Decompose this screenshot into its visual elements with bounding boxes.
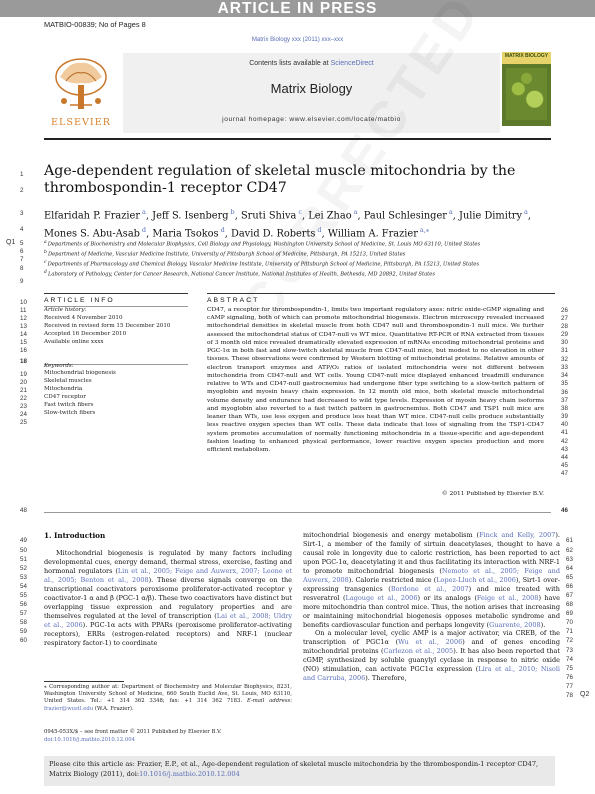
line-number: 7 <box>20 256 24 263</box>
issn-line: 0945-053X/$ – see front matter © 2011 Published by Elsevier B.V. <box>44 729 222 735</box>
line-number: 20 <box>20 379 27 386</box>
line-number: 40 <box>561 421 568 428</box>
affiliation-mark[interactable]: d <box>141 226 147 235</box>
line-number: 67 <box>566 592 573 599</box>
abstract-text: CD47, a receptor for thrombospondin-1, limits two important regulatory axes: nitric oxide-cGMP signaling and cAMP signaling, both of which can promote mitochondrial biogenesis. Electron microscopy revealed increased mitochondrial densities in skeletal muscle from both CD47 null and thrombospondin-1 null mice. We further assessed the mitochondrial status of CD47-null vs WT mice. Quantitative RT-PCR of RNA extracted from tissues of 3 month old mice revealed dramatically elevated expression of mRNAs encoding mitochondrial proteins and PGC-1α in both fast and slow-twitch skeletal muscle from CD47-null mice, but modest to no elevation in other tissues. These observations were confirmed by Western blotting of mitochondrial proteins. Relative amounts of electron transport enzymes and ATP/O₂ ratios of isolated mitochondria were not different between mitochondria from CD47-null and WT cells. Young CD47-null mice displayed enhanced treadmill endurance relative to WTs and CD47-null gastrocnemius had undergone fiber type switching to a slow-twitch pattern of myoglobin and myosin heavy chain expression. In 12 month old mice, both skeletal muscle mitochondrial volume density and endurance had decreased to wild type levels. Expression of myosin heavy chain isoforms and myoglobin also reverted to a fast twitch pattern in gastrocnemius. Both CD47 and TSP1 null mice are leaner than WTs, use less oxygen and produce less heat than WT mice. CD47-null cells produce substantially less reactive oxygen species than WT cells. These data indicate that loss of signaling from the TSP1-CD47 system promotes accumulation of normally functioning mitochondria in a tissue-specific and age-dependent fashion leading to enhanced physical performance, lower reactive oxygen species production and more efficient metabolism. <box>207 306 545 453</box>
line-number: 29 <box>561 331 568 338</box>
line-number: 38 <box>561 405 568 412</box>
body-text: ) have more mitochondria than control mice. Thus, the notion arises that increasing or maintaining mitochondrial biogenesis opposes metabolic syndrome and benefits cardiovascular function and perhaps longevity ( <box>303 593 561 629</box>
body-paragraph <box>303 629 560 683</box>
line-number: 58 <box>20 619 27 626</box>
abstract-heading: ABSTRACT <box>207 297 260 304</box>
line-number: 62 <box>566 547 573 554</box>
line-number: 21 <box>20 387 27 394</box>
keyword: Mitochondria <box>44 386 83 393</box>
line-number: 55 <box>20 592 27 599</box>
body-text: mitochondrial biogenesis and energy metabolism ( <box>303 531 480 539</box>
line-number: 30 <box>561 339 568 346</box>
affiliation-mark[interactable]: d <box>220 226 225 235</box>
sciencedirect-link[interactable]: ScienceDirect <box>330 60 374 67</box>
line-number: 61 <box>566 537 573 544</box>
author-name[interactable]: Julie Dimitry <box>459 210 523 222</box>
homepage-prefix: journal homepage: <box>222 116 290 123</box>
line-number: 48 <box>20 507 27 514</box>
query-marker[interactable]: Q2 <box>580 691 590 698</box>
line-number: 75 <box>566 665 573 672</box>
manuscript-id: MATBIO-00839; No of Pages 8 <box>44 20 146 29</box>
line-number: 50 <box>20 547 27 554</box>
line-number: 32 <box>561 356 568 363</box>
line-number: 3 <box>20 210 24 217</box>
affiliation-text: Departments of Biochemistry and Molecular Biophysics, Cell Biology and Physiology, Washington University School of Medicine, St. Louis MO 63110, United States <box>47 241 481 248</box>
article-title: Age-dependent regulation of skeletal muscle mitochondria by the thrombospondin-1 receptor CD47 <box>44 163 516 196</box>
affiliation <box>44 239 554 249</box>
elsevier-logo[interactable] <box>44 51 118 131</box>
line-number: 1 <box>20 171 24 178</box>
line-number: 57 <box>20 610 27 617</box>
affiliation-mark: a <box>44 240 47 245</box>
affiliation-mark[interactable]: a <box>353 208 358 216</box>
keyword: CD47 receptor <box>44 394 86 401</box>
citation-link[interactable]: Carlezon et al., 2005 <box>383 647 454 656</box>
affiliation <box>44 269 554 279</box>
article-info <box>44 307 184 418</box>
footnote-rule <box>44 681 124 682</box>
line-number: 16 <box>20 347 27 354</box>
line-number: 8 <box>20 265 24 272</box>
body-text: ). These diverse signals converge on the transcriptional coactivators peroxisome proliferator-activated receptor γ coactivator-1 α and β (PGC-1 α/β). These two coactivators have distinct but overlapping tissue expression and regulatory properties and are themselves regulated at the level of transcription ( <box>44 575 292 620</box>
line-number: 76 <box>566 674 573 681</box>
body-text: ). PGC-1α acts with PPARs (peroxisome proliferator-activating receptors), ERRs (estrogen-related receptors) and NRF-1 (nuclear respiratory factor-1) to coordinate <box>44 620 292 647</box>
line-number: 6 <box>20 248 24 255</box>
affiliation-text: Department of Medicine, Vascular Medicine Institute, University of Pittsburgh School of Medicine, Pittsburgh, PA 15213, United States <box>47 251 406 258</box>
affiliation <box>44 249 554 259</box>
line-number: 77 <box>566 683 573 690</box>
line-number: 18 <box>20 358 27 365</box>
line-number: 69 <box>566 610 573 617</box>
line-number: 53 <box>20 574 27 581</box>
affiliation-mark[interactable]: a <box>523 208 528 216</box>
body-text: ) and of genes encoding mitochondrial proteins ( <box>303 638 560 656</box>
author-name[interactable]: David D. Roberts <box>230 228 316 240</box>
line-number: 66 <box>566 583 573 590</box>
line-number: 11 <box>20 307 27 314</box>
affiliation-mark: c <box>44 260 47 266</box>
citation-link[interactable]: Bordone et al., 2007 <box>390 584 469 593</box>
issn-doi <box>44 729 304 744</box>
body-text: ), Sirt-1 over-expressing transgenics ( <box>303 575 560 593</box>
affiliation <box>44 259 554 269</box>
line-number: 73 <box>566 647 573 654</box>
citation-link[interactable]: Guarente, 2008 <box>489 620 541 629</box>
body-paragraph <box>303 531 560 629</box>
line-number: 64 <box>566 565 573 572</box>
line-number: 33 <box>561 364 568 371</box>
line-number: 68 <box>566 601 573 608</box>
history-item: Received in revised form 15 December 2010 <box>44 322 171 329</box>
doi-link[interactable]: doi:10.1016/j.matbio.2010.12.004 <box>44 736 135 743</box>
line-number: 34 <box>561 372 568 379</box>
keyword: Mitochondrial biogenesis <box>44 370 116 377</box>
line-number: 10 <box>20 299 27 306</box>
keywords-label: Keywords: <box>44 362 74 369</box>
journal-ref-link[interactable]: Matrix Biology xxx (2011) xxx–xxx <box>251 36 344 43</box>
line-number: 52 <box>20 565 27 572</box>
line-number: 54 <box>20 583 27 590</box>
email-link[interactable]: frazier@wustl.edu <box>44 705 94 712</box>
line-number: 70 <box>566 619 573 626</box>
header-rule <box>44 138 551 140</box>
line-number: 49 <box>20 537 27 544</box>
elsevier-wordmark: ELSEVIER <box>51 117 111 128</box>
affiliation-text: Departments of Pharmacology and Chemical Biology, Vascular Medicine Institute, University of Pittsburgh School of Medicine, Pittsburgh, PA 15213, United States <box>47 261 480 268</box>
line-number: 43 <box>561 446 568 453</box>
affiliation-mark[interactable]: b <box>230 208 235 216</box>
cover-title: MATRIX BIOLOGY <box>504 53 549 59</box>
line-number: 63 <box>566 556 573 563</box>
line-number: 42 <box>561 438 568 445</box>
body-text: ). Therefore, <box>365 674 407 683</box>
line-number: 56 <box>20 601 27 608</box>
history-label: Article history: <box>44 307 87 313</box>
line-number: 60 <box>20 637 27 644</box>
line-number: 5 <box>20 240 24 247</box>
article-info-rule <box>44 293 188 294</box>
line-number: 9 <box>20 278 24 285</box>
affiliation-mark[interactable]: a <box>448 208 453 216</box>
affiliation-mark: d <box>44 270 47 276</box>
body-text: ). It has also been reported that cGMP, synthesized by soluble guanylyl cyclase in response to nitric oxide (NO) stimulation, can activate PGC1α expression ( <box>303 647 560 674</box>
line-number: 41 <box>561 429 568 436</box>
line-number: 26 <box>561 307 568 314</box>
line-number: 19 <box>20 371 27 378</box>
line-number: 14 <box>20 331 27 338</box>
history-item: Received 4 November 2010 <box>44 314 123 321</box>
keyword: Slow-twitch fibers <box>44 409 96 416</box>
author-list: Elfaridah P. Frazier $^a$, Jeff S. Isenberg $^b$, Sruti Shiva $^c$, Lei Zhao $^a$, Paul Schlesinger $^a$, Julie Dimitry $^a$, Mones S. Abu-Asab $^d$, Maria Tsokos $^d$, David D. Roberts $^d$, William A. Frazier $^{a,⁎}$ <box>44 208 531 240</box>
body-right-column <box>303 531 560 683</box>
line-number: 2 <box>20 187 24 194</box>
body-paragraph <box>44 549 292 647</box>
keyword: Fast twitch fibers <box>44 402 94 409</box>
line-number: 46 <box>561 507 568 514</box>
contents-prefix: Contents lists available at <box>249 60 331 67</box>
line-number: 59 <box>20 628 27 635</box>
footnote-text: ⁎ Corresponding author at: Department of Biochemistry and Molecular Biophysics, 8231, Washington University School of Medicine, 660 South Euclid Ave, St. Louis, MO 63110, United States. Tel.: +1 314 362 3348; fax: +1 314 362 7183. <box>44 684 292 705</box>
citation-doi-link[interactable]: 10.1016/j.matbio.2010.12.004 <box>139 769 240 778</box>
citation-box <box>44 756 555 786</box>
author-name[interactable]: Elfaridah P. Frazier <box>44 210 141 222</box>
body-text: Mitochondrial biogenesis is regulated by many factors including developmental cues, energy demand, thermal stress, exercise, fasting and hormonal regulators ( <box>44 549 292 575</box>
citation-link[interactable]: Lin et al., 2005; Feige and Auwerx, 2007; Leone et al., 2005; Benton et al., 2008 <box>44 566 292 584</box>
author-name[interactable]: Mones S. Abu-Asab <box>44 228 140 240</box>
affiliation-mark[interactable]: c <box>298 208 302 216</box>
abstract-rule <box>207 293 555 294</box>
citation-link[interactable]: Lagouge et al., 2006 <box>345 593 418 602</box>
article-info-heading: ARTICLE INFO <box>44 297 115 304</box>
body-left-column <box>44 549 292 647</box>
author-name[interactable]: Sruti Shiva <box>240 210 297 222</box>
corresponding-author-note <box>44 684 292 713</box>
line-number: 78 <box>566 692 573 699</box>
author-name[interactable]: Jeff S. Isenberg <box>152 210 229 222</box>
journal-title: Matrix Biology <box>270 81 353 96</box>
line-number: 31 <box>561 347 568 354</box>
history-item: Available online xxxx <box>44 338 104 345</box>
journal-cover-image <box>502 52 551 126</box>
citation-link[interactable]: Lai et al., 2008; Uldry et al., 2006 <box>44 611 293 629</box>
homepage-line <box>123 116 500 123</box>
query-marker[interactable]: Q1 <box>6 239 16 246</box>
line-number: 65 <box>566 574 573 581</box>
citation-text: Please cite this article as: Frazier, E.P., et al., Age-dependent regulation of skeletal muscle mitochondria by the thrombospondin-1 receptor CD47, Matrix Biology (2011), doi: <box>49 760 539 778</box>
line-number: 45 <box>561 462 568 469</box>
citation-link[interactable]: Wu et al., 2006 <box>398 638 463 647</box>
citation-link[interactable]: Feige et al., 2008 <box>476 593 539 602</box>
line-number: 36 <box>561 389 568 396</box>
author-name[interactable]: Lei Zhao <box>308 210 352 222</box>
line-number: 44 <box>561 454 568 461</box>
journal-homepage-link[interactable]: www.elsevier.com/locate/matbio <box>289 116 401 123</box>
line-number: 71 <box>566 628 573 635</box>
line-number: 27 <box>561 315 568 322</box>
line-number: 24 <box>20 411 27 418</box>
email-label: E-mail address: <box>246 698 292 705</box>
affiliation-mark[interactable]: a <box>142 208 146 216</box>
line-number: 12 <box>20 315 27 322</box>
line-number: 23 <box>20 403 27 410</box>
line-number: 28 <box>561 323 568 330</box>
line-number: 39 <box>561 413 568 420</box>
line-number: 51 <box>20 556 27 563</box>
affiliation-list <box>44 239 554 279</box>
spacer <box>44 347 184 363</box>
banner-text: ARTICLE IN PRESS <box>217 0 378 17</box>
history-item: Accepted 16 December 2010 <box>44 330 127 337</box>
line-number: 72 <box>566 637 573 644</box>
affiliation-mark[interactable]: d <box>317 226 322 235</box>
cover-micrograph <box>506 68 547 120</box>
keyword: Skeletal muscles <box>44 378 92 385</box>
citation-link[interactable]: Nemoto et al., 2005; Feige and Auwerx, 2008 <box>303 566 560 584</box>
citation-link[interactable]: Lopez-Lluch et al., 2006 <box>436 575 516 584</box>
body-text: ). <box>540 620 546 629</box>
line-number: 4 <box>20 226 24 233</box>
author-name[interactable]: Maria Tsokos <box>152 228 219 240</box>
citation-link[interactable]: Lira et al., 2010; Nisoli and Carruba, 2006 <box>303 665 561 683</box>
affiliation-text: Laboratory of Pathology, Center for Cancer Research, National Cancer Institute, National Institutes of Health, Bethesda, MD 20892, United States <box>47 271 435 278</box>
author-name[interactable]: Paul Schlesinger <box>363 210 447 222</box>
line-number: 74 <box>566 656 573 663</box>
elsevier-tree-icon <box>52 55 110 113</box>
line-number: 13 <box>20 323 27 330</box>
affiliation-mark[interactable]: a,⁎ <box>419 226 430 235</box>
body-text: On a molecular level, cyclic AMP is a major activator, via CREB, of the transcription of PGC1α ( <box>303 629 560 647</box>
line-number: 35 <box>561 380 568 387</box>
line-number: 25 <box>20 419 27 426</box>
body-text: ). Calorie restricted mice ( <box>348 575 437 584</box>
section-heading: 1. Introduction <box>44 531 106 540</box>
line-number: 22 <box>20 395 27 402</box>
abstract-bottom-rule <box>44 512 551 513</box>
citation-link[interactable]: Finck and Kelly, 2007 <box>479 531 556 539</box>
email-suffix: (W.A. Frazier). <box>93 705 134 712</box>
body-text: ). Sirt-1, a member of the family of sirtuin deacetylases, thought to have a causal role in longevity due to caloric restriction, has been reported to act upon PGC-1α, deacetylating it and thus facilitating its interaction with NRF-1 to promote mitochondrial biogenesis ( <box>303 531 560 575</box>
line-number: 37 <box>561 397 568 404</box>
affiliation-mark: b <box>44 250 47 256</box>
copyright: © 2011 Published by Elsevier B.V. <box>441 491 544 497</box>
body-text: ) or its analogs ( <box>417 593 477 602</box>
line-number: 15 <box>20 339 27 346</box>
author-name[interactable]: William A. Frazier <box>327 228 418 240</box>
body-text: ) and mice treated with resveratrol ( <box>303 584 560 602</box>
line-number: 47 <box>561 470 568 477</box>
